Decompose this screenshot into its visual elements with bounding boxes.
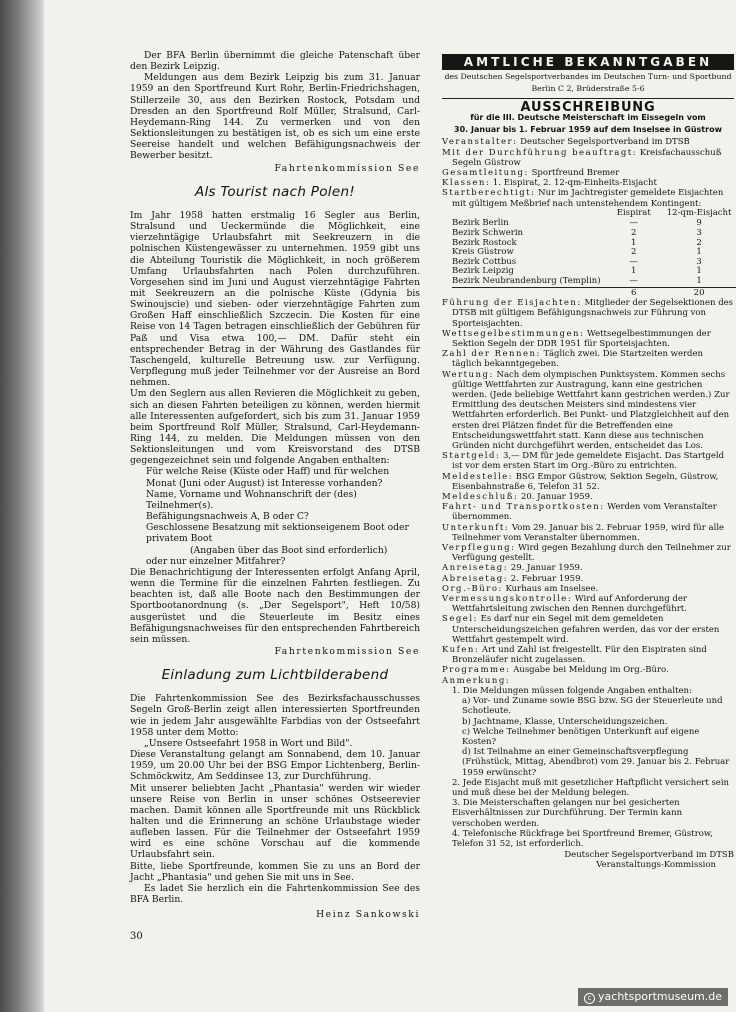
signature: Fahrtenkommission See — [274, 645, 420, 657]
table-row: Bezirk Rostock 1 2 — [452, 237, 702, 248]
entry: Fahrt- und Transportkosten: Werden vom Veranstalter übernommen. — [442, 502, 717, 523]
entry: Meldeschluß: 20. Januar 1959. — [442, 492, 593, 503]
paragraph: Um den Seglern aus allen Revieren die Möglichkeit zu geben, sich an diesen Fahrten beteiligen zu können, werden hiermit alle Interessenten aufgefordert, sich bis zum 31. Januar 1959 beim Sportfreund Rolf Müller, Stralsund, Carl-Heydemann-Ring 144, zu melden. Die Meldungen müssen von den Sektionsleitungen und vom Kreisvorstand des DTSB gegengezeichnet sein und folgende Angaben enthalten: — [130, 388, 420, 467]
list-item: Name, Vorname und Wohnanschrift der (des) Teilnehmer(s). — [146, 488, 357, 511]
table-row: Bezirk Leipzig 1 1 — [452, 266, 702, 277]
left-column — [130, 50, 420, 920]
announcement-title: AUSSCHREIBUNG — [520, 100, 656, 116]
table-row: Bezirk Neubrandenburg (Templin) — 1 — [452, 275, 702, 286]
paragraph: Der BFA Berlin übernimmt die gleiche Patenschaft über den Bezirk Leipzig. — [130, 50, 420, 73]
paragraph: Diese Veranstaltung gelangt am Sonnabend, dem 10. Januar 1959, um 20.00 Uhr bei der BSG Empor Lichtenberg, Berlin-Schmöckwitz, Am Seddinsee 13, zur Durchführung. — [130, 749, 420, 783]
entry: Startberechtigt: Nur im Jachtregister gemeldete Eisjachten mit gültigem Meßbrief nach untenstehendem Kontingent: — [442, 188, 724, 209]
book-spine — [0, 0, 44, 1012]
table-header-row: Eispirat 12-qm-Eisjacht — [616, 207, 732, 218]
paragraph: Mit unserer beliebten Jacht „Phantasia" werden wir wieder unsere Reise von Berlin in unser schönes Ostseerevier machen. Damit können alle Sportfreunde mit uns Rückblick halten und die Erinnerung an schöne Urlaubstage wieder aufleben lassen. Für die Teilnehmer der Ostseefahrt 1959 wird es eine schöne Vorschau auf die kommende Urlaubsfahrt sein. — [130, 782, 420, 861]
entry: Startgeld: 3,— DM für jede gemeldete Eisjacht. Das Startgeld ist vor dem ersten Start im Org.-Büro zu entrichten. — [442, 451, 725, 472]
official-banner: AMTLICHE BEKANNTGABEN — [442, 54, 734, 70]
list-item: Für welche Reise (Küste oder Haff) und für welchen Monat (Juni oder August) ist Interesse vorhanden? — [146, 466, 390, 489]
list-item: Befähigungsnachweis A, B oder C? — [146, 511, 309, 523]
quota-table — [452, 209, 736, 298]
note-subitem: b) Jachtname, Klasse, Unterscheidungszeichen. — [462, 716, 668, 727]
divider — [442, 98, 734, 99]
entry: Kufen: Art und Zahl ist freigestellt. Für den Eispiraten sind Bronzeläufer nicht zugelassen. — [442, 645, 707, 666]
table-row: Bezirk Berlin — 9 — [452, 218, 702, 229]
paragraph: Die Benachrichtigung der Interessenten erfolgt Anfang April, wenn die Termine für die einzelnen Fahrten festliegen. Zu beachten ist, daß alle Boote nach den Bestimmungen der Sportbootanordnung (s. „Der Segelsport", Heft 10/58) ausgerüstet und die Steuerleute im Besitz eines Befähigungsnachweises für den entsprechenden Fahrtbereich sein müssen. — [130, 566, 420, 645]
paragraph: Bitte, liebe Sportfreunde, kommen Sie zu uns an Bord der Jacht „Phantasia" und gehen Sie mit uns in See. — [130, 860, 420, 883]
entry: Mit der Durchführung beauftragt: Kreisfachausschuß Segeln Güstrow — [442, 147, 722, 168]
entry: Verpflegung: Wird gegen Bezahlung durch den Teilnehmer zur Verfügung gestellt. — [442, 543, 731, 564]
entry: Org.-Büro: Kurhaus am Inselsee. — [442, 583, 599, 594]
paragraph: Die Fahrtenkommission See des Bezirksfachausschusses Segeln Groß-Berlin zeigt allen interessierten Sportfreunden wie in jedem Jahr ausgewählte Farbdias von der Ostseefahrt 1958 unter dem Motto: — [130, 693, 420, 738]
entry: Unterkunft: Vom 29. Januar bis 2. Februar 1959, wird für alle Teilnehmer vom Veranstalter übernommen. — [442, 522, 725, 543]
table-total-row: 6 20 — [452, 287, 736, 298]
author-signature: Heinz Sankowski — [316, 909, 420, 921]
magazine-page — [44, 0, 736, 1012]
paragraph: Es ladet Sie herzlich ein die Fahrtenkommission See des BFA Berlin. — [130, 882, 420, 906]
announcement-subtitle: 30. Januar bis 1. Februar 1959 auf dem Inselsee in Güstrow — [454, 125, 722, 135]
entry: Wettsegelbestimmungen: Wettsegelbestimmungen der Sektion Segeln der DDR 1951 für Sporteisjachten. — [442, 328, 711, 349]
note-subitem: d) Ist Teilnahme an einer Gemeinschaftsverpflegung (Frühstück, Mittag, Abendbrot) vom 29. Januar bis 2. Februar 1959 erwünscht? — [462, 747, 730, 778]
copyright-icon: c — [584, 993, 595, 1004]
entry: Wertung: Nach dem olympischen Punktsystem. Kommen sechs gültige Wettfahrten zur Austragung, kann eine gestrichen werden. (Jede beliebige Wettfahrt kann gestrichen werden.) Zur Ermittlung des deutschen Meisters sind mindestens vier Wettfahrten erforderlich. Bei Punkt- und Platzgleichheit auf den ersten drei Plätzen findet für die Betreffenden eine Entscheidungswettfahrt statt. Kann diese aus technischen Gründen nicht durchgeführt werden, entscheidet das Los. — [442, 369, 730, 452]
closing-signature: Veranstaltungs-Kommission — [596, 860, 716, 871]
banner-address: Berlin C 2, Brüderstraße 5-6 — [531, 84, 645, 94]
entry: Programme: Ausgabe bei Meldung im Org.-Büro. — [442, 665, 669, 676]
closing-signature: Deutscher Segelsportverband im DTSB — [564, 850, 734, 861]
list-note: (Angaben über das Boot sind erforderlich) — [190, 544, 388, 556]
list-item: Geschlossene Besatzung mit sektionseigenem Boot oder privatem Boot — [146, 522, 409, 545]
table-row: Bezirk Cottbus — 3 — [452, 256, 702, 267]
entry: Zahl der Rennen: Täglich zwei. Die Startzeiten werden täglich bekanntgegeben. — [442, 349, 703, 370]
article-heading: Als Tourist nach Polen! — [194, 183, 356, 200]
entry: Segel: Es darf nur ein Segel mit dem gemeldeten Unterscheidungszeichen gefahren werden, das vor der ersten Wettfahrt gestempelt wird. — [442, 614, 720, 645]
entry: Gesamtleitung: Sportfreund Bremer — [442, 168, 620, 179]
paragraph: Im Jahr 1958 hatten erstmalig 16 Segler aus Berlin, Stralsund und Ueckermünde die Möglichkeit, eine vierzehntägige Urlaubsfahrt mit Seekreuzern in die polnischen Küstengewässer zu unternehmen. 1959 gibt uns die Abteilung Touristik die Möglichkeit, in noch größerem Umfang Urlaubsfahrten nach Polen durchzuführen. Vorgesehen sind im Juni und August vierzehntägige Fahrten mit Seekreuzern an die polnische Küste (Gdynia bis Swinoujscie) und sieben- oder vierzehntägige Fahrten zum Großen Haff einschließlich Szczecin. Die Kosten für eine Reise von 14 Tagen betragen einschließlich der Gebühren für Paß und Visa etwa 100,— DM. Dafür steht ein entsprechender Betrag in der Währung des Gastlandes für Taschengeld, kulturelle Betreuung usw. zur Verfügung. Verpflegung muß jeder Teilnehmer vor der Ausreise an Bord nehmen. — [130, 209, 420, 389]
entry: Vermessungskontrolle: Wird auf Anforderung der Wettfahrtsleitung zwischen den Rennen durchgeführt. — [442, 594, 687, 615]
note-item: 1. Die Meldungen müssen folgende Angaben enthalten: — [452, 685, 692, 696]
watermark — [578, 988, 728, 1006]
article-heading: Einladung zum Lichtbilderabend — [161, 667, 389, 684]
motto: „Unsere Ostseefahrt 1958 in Wort und Bild". — [144, 737, 353, 749]
note-item: 2. Jede Eisjacht muß mit gesetzlicher Haftpflicht versichert sein und muß diese bei der Meldung belegen. — [452, 777, 730, 798]
table-row: Kreis Güstrow 2 1 — [452, 247, 702, 258]
entry: Anmerkung: — [442, 675, 511, 686]
signature: Fahrtenkommission See — [274, 162, 420, 174]
banner-subtitle: des Deutschen Segelsportverbandes im Deutschen Turn- und Sportbund — [444, 72, 732, 82]
entry: Veranstalter: Deutscher Segelsportverband im DTSB — [442, 137, 690, 148]
note-subitem: a) Vor- und Zuname sowie BSG bzw. SG der Steuerleute und Schotleute. — [462, 696, 723, 717]
entry: Anreisetag: 29. Januar 1959. — [442, 563, 583, 574]
entry: Meldestelle: BSG Empor Güstrow, Sektion Segeln, Güstrow, Eisenbahnstraße 6, Telefon 31 52. — [442, 471, 719, 492]
list-item: oder nur einzelner Mitfahrer? — [146, 555, 286, 567]
entry: Führung der Eisjachten: Mitglieder der Segelsektionen des DTSB mit gültigem Befähigungsnachweis zur Führung von Sporteisjachten. — [442, 298, 734, 329]
entry: Abreisetag: 2. Februar 1959. — [442, 573, 584, 584]
announcement-subtitle: für die III. Deutsche Meisterschaft im Eissegeln vom — [470, 113, 706, 123]
entry: Klassen: 1. Eispirat, 2. 12-qm-Einheits-Eisjacht — [442, 178, 657, 189]
paragraph: Meldungen aus dem Bezirk Leipzig bis zum 31. Januar 1959 an den Sportfreund Kurt Rohr, Berlin-Friedrichshagen, Stillerzeile 30, aus den Bezirken Rostock, Potsdam und Dresden an den Sportfreund Rolf Müller, Stralsund, Carl-Heydemann-Ring 144. Zu vermerken und von den Sektionsleitungen zu bestätigen ist, ob es sich um eine erste Seereise handelt und welchen Befähigungsnachweis der Bewerber besitzt. — [130, 72, 420, 162]
note-subitem: c) Welche Teilnehmer benötigen Unterkunft auf eigene Kosten? — [462, 726, 700, 747]
table-row: Bezirk Schwerin 2 3 — [452, 228, 702, 239]
note-item: 4. Telefonische Rückfrage bei Sportfreund Bremer, Güstrow, Telefon 31 52, ist erforderlich. — [452, 828, 713, 849]
watermark-text: yachtsportmuseum.de — [598, 990, 722, 1003]
page-number: 30 — [130, 931, 143, 942]
note-item: 3. Die Meisterschaften gelangen nur bei gesicherten Eisverhältnissen zur Durchführung. Der Termin kann verschoben werden. — [452, 798, 683, 829]
right-column — [442, 50, 734, 871]
